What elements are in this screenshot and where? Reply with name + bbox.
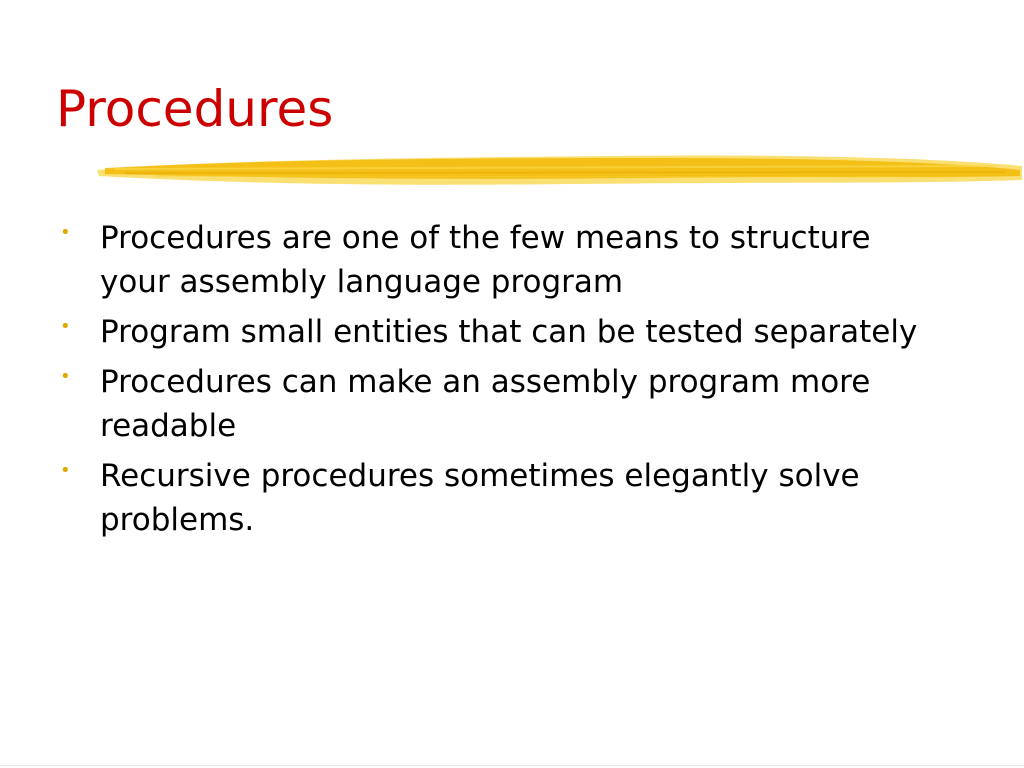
bullet-text: Procedures can make an assembly program more readable [100, 364, 871, 444]
brush-stroke-divider [95, 146, 1024, 192]
bullet-item [60, 454, 940, 542]
bullet-item [60, 216, 940, 304]
bullet-item [60, 310, 940, 354]
bullet-text: Program small entities that can be tested separately [100, 314, 918, 350]
bullet-dot-icon: • [60, 222, 71, 243]
bullet-dot-icon: • [60, 366, 71, 387]
slide-title: Procedures [56, 80, 334, 138]
bullet-text: Procedures are one of the few means to structure your assembly language program [100, 220, 871, 300]
bullet-text: Recursive procedures sometimes elegantly solve problems. [100, 458, 860, 538]
bullet-dot-icon: • [60, 316, 71, 337]
bullet-dot-icon: • [60, 460, 71, 481]
bullet-item [60, 360, 940, 448]
bullet-list [60, 216, 940, 548]
bottom-rule [0, 765, 1024, 766]
